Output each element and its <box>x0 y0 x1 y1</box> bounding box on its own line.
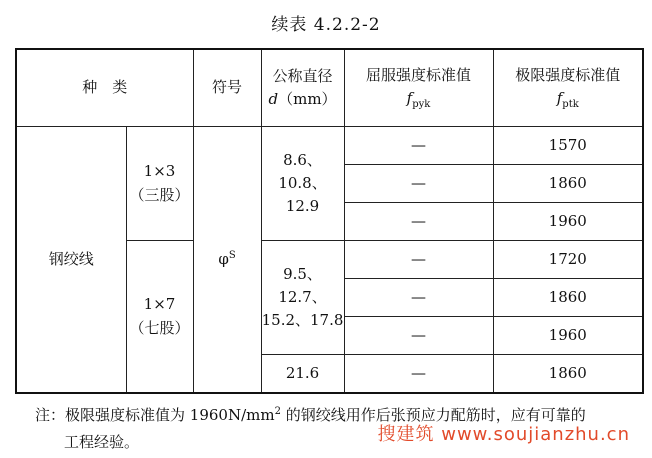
cell-diameter-2 <box>261 241 344 355</box>
cell-ultimate: 1960 <box>493 203 643 241</box>
table-title: 续表 4.2.2-2 <box>271 15 381 35</box>
cell-yield: — <box>344 317 493 355</box>
diameter-line: 8.6、10.8、 <box>278 150 327 192</box>
header-kind: 种 类 <box>16 49 193 127</box>
type-sublabel: （七股） <box>129 318 190 337</box>
cell-symbol <box>193 127 261 394</box>
type-label: 1×7 <box>143 295 176 314</box>
watermark: 搜建筑 www.soujianzhu.cn <box>377 424 630 445</box>
cell-ultimate: 1960 <box>493 317 643 355</box>
diameter-line: 15.2、17.8 <box>261 311 344 330</box>
header-yield-symbol: f <box>406 88 413 107</box>
cell-ultimate: 1570 <box>493 127 643 165</box>
cell-yield: — <box>344 241 493 279</box>
header-symbol: 符号 <box>193 49 261 127</box>
diameter-line: 12.9 <box>285 197 320 216</box>
cell-ultimate: 1860 <box>493 279 643 317</box>
symbol-char: φ <box>218 249 229 268</box>
header-ultimate <box>493 49 643 127</box>
header-diameter-symbol: d <box>268 90 279 108</box>
cell-yield: — <box>344 279 493 317</box>
header-row <box>16 49 643 127</box>
note-text-cont: 的钢绞线用作后张预应力配筋时，应有可靠的 <box>280 406 586 424</box>
cell-yield: — <box>344 355 493 394</box>
type-label: 1×3 <box>143 162 176 181</box>
cell-type-1x3 <box>126 127 193 241</box>
strength-table <box>15 48 644 394</box>
header-diameter-unit: （mm） <box>278 90 337 108</box>
cell-yield: — <box>344 165 493 203</box>
header-ultimate-symbol: f <box>556 88 563 107</box>
header-yield-label: 屈服强度标准值 <box>366 65 472 84</box>
header-ultimate-label: 极限强度标准值 <box>515 65 621 84</box>
cell-yield: — <box>344 203 493 241</box>
cell-type-1x7 <box>126 241 193 394</box>
note-text: 注：极限强度标准值为 1960N/mm <box>35 406 275 424</box>
cell-yield: — <box>344 127 493 165</box>
header-diameter-label: 公称直径 <box>272 66 333 85</box>
header-yield-subscript: pyk <box>412 98 431 110</box>
cell-ultimate: 1860 <box>493 165 643 203</box>
header-ultimate-subscript: ptk <box>562 98 579 110</box>
diameter-line: 9.5、12.7、 <box>278 264 327 306</box>
header-diameter <box>261 49 344 127</box>
type-sublabel: （三股） <box>129 185 190 204</box>
table-row <box>16 127 643 165</box>
cell-ultimate: 1860 <box>493 355 643 394</box>
note-text-line2: 工程经验。 <box>64 433 140 451</box>
header-yield <box>344 49 493 127</box>
cell-diameter-3: 21.6 <box>261 355 344 394</box>
note-superscript: 2 <box>274 406 281 417</box>
cell-kind: 钢绞线 <box>16 127 126 394</box>
cell-diameter-1 <box>261 127 344 241</box>
symbol-superscript: S <box>228 249 236 261</box>
cell-ultimate: 1720 <box>493 241 643 279</box>
